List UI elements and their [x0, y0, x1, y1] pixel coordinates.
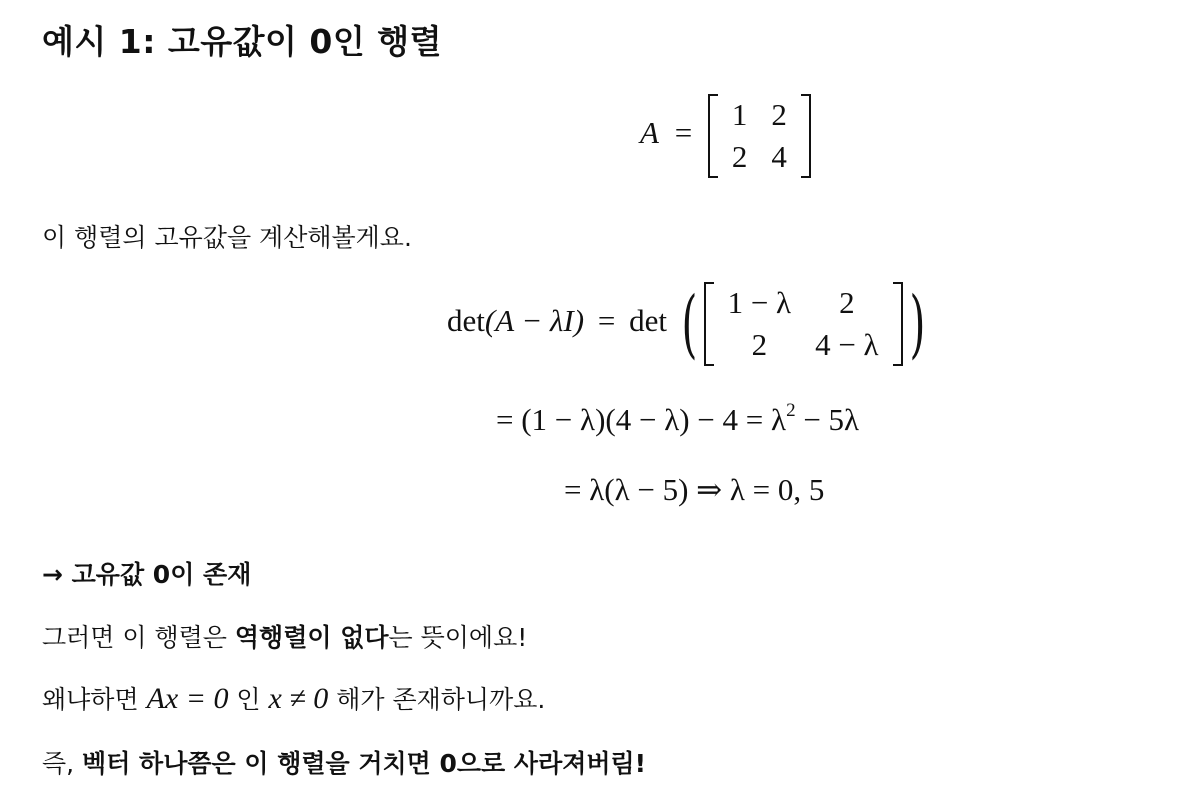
left-paren: (	[681, 281, 698, 367]
matrix-cell: 1 − λ	[727, 285, 792, 320]
determinant-equation	[447, 282, 931, 366]
det-argument: (A − λI)	[484, 303, 585, 339]
matrix-definition	[640, 94, 811, 178]
matrix-cell: 4 − λ	[815, 327, 879, 362]
exponent: 2	[786, 400, 796, 421]
matrix-cell: 2	[839, 285, 855, 320]
det-function: det	[629, 303, 667, 339]
poly-expansion: = (1 − λ)(4 − λ) − 4 = λ	[496, 402, 787, 437]
inline-math-x-nonzero: x ≠ 0	[268, 682, 329, 715]
matrix-symbol: A	[640, 115, 659, 151]
paragraph-reason: 왜냐하면 Ax = 0 인 x ≠ 0 해가 존재하니까요.	[42, 682, 546, 715]
inline-math-ax-zero: Ax = 0	[146, 682, 229, 715]
right-paren: )	[909, 281, 925, 367]
paragraph-summary: 즉, 벡터 하나쯤은 이 행렬을 거치면 0으로 사라져버림!	[42, 749, 647, 778]
conclusion-text: → 고유값 0이 존재	[42, 560, 252, 589]
matrix-cell: 2	[731, 139, 748, 174]
equals-sign: =	[597, 303, 616, 339]
matrix-a	[708, 94, 811, 178]
matrix-cell: 2	[751, 327, 768, 362]
intro-text: 이 행렬의 고유값을 계산해볼게요.	[42, 223, 412, 252]
poly-tail: − 5λ	[795, 402, 860, 437]
matrix-cell: 1	[731, 97, 748, 132]
page-title: 예시 1: 고유값이 0인 행렬	[42, 22, 442, 61]
paragraph-no-inverse: 그러면 이 행렬은 역행렬이 없다는 뜻이에요!	[42, 623, 528, 652]
matrix-cell: 2	[771, 97, 787, 132]
matrix-cell: 4	[771, 139, 787, 174]
emphasis-no-inverse: 역행렬이 없다	[234, 623, 389, 652]
emphasis-vector-vanishes: 벡터 하나쯤은 이 행렬을 거치면 0으로 사라져버림!	[82, 749, 647, 778]
eigenvalue-result: = λ(λ − 5) ⇒ λ = 0, 5	[564, 472, 825, 507]
characteristic-polynomial	[496, 400, 859, 438]
det-function: det	[447, 303, 485, 339]
matrix-a-minus-lambda-i	[704, 282, 903, 366]
equals-sign: =	[674, 115, 693, 151]
